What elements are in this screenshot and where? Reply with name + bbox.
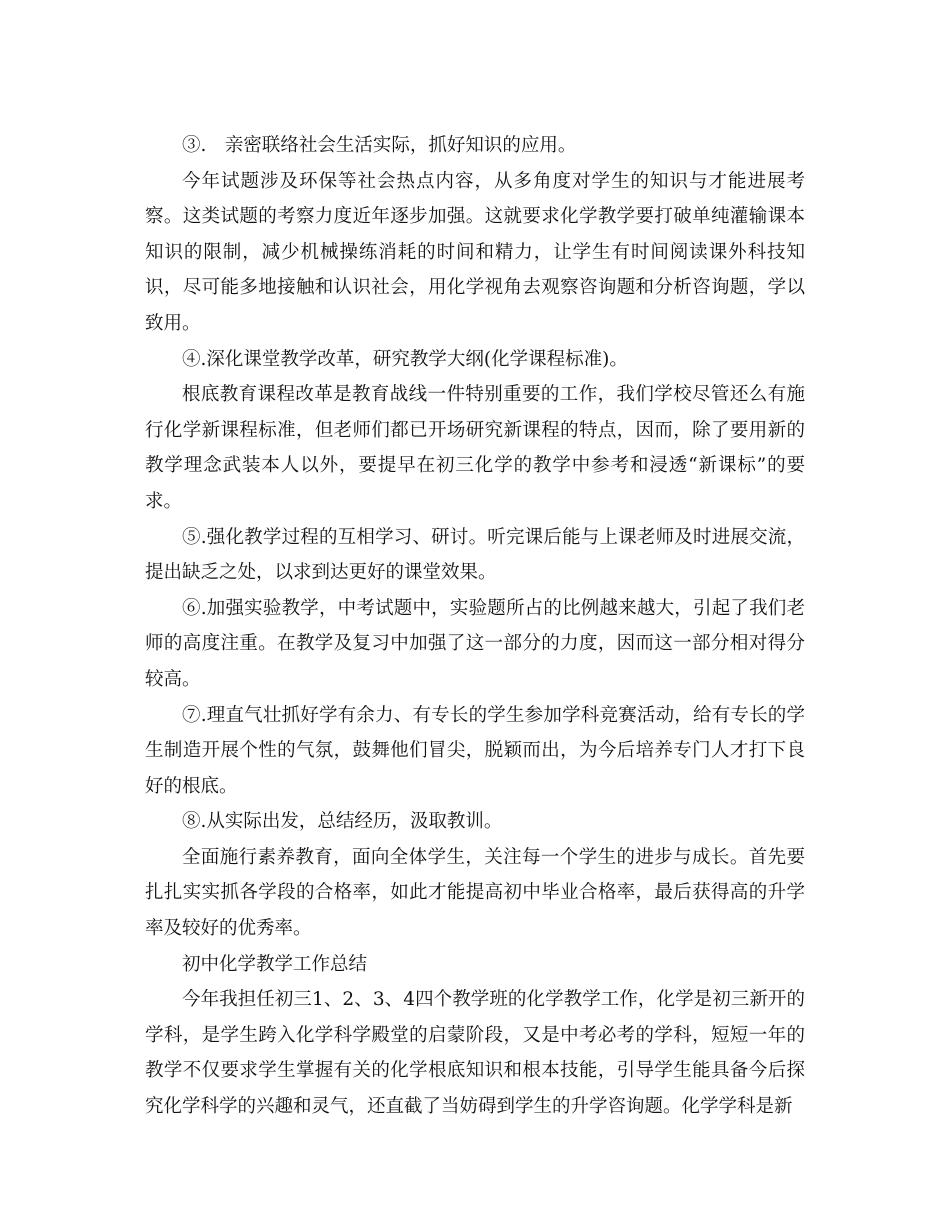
paragraph-item-7: ⑦.理直气壮抓好学有余力、有专长的学生参加学科竞赛活动，给有专长的学生制造开展个性的气氛，鼓舞他们冒尖，脱颖而出，为今后培养专门人才打下良好的根底。 <box>145 704 805 797</box>
paragraph-item-4-heading: ④.深化课堂教学改革，研究教学大纲(化学课程标准)。 <box>182 348 628 370</box>
paragraph-exam-hotspots: 今年试题涉及环保等社会热点内容，从多角度对学生的知识与才能进展考察。这类试题的考察力度近年逐步加强。这就要求化学教学要打破单纯灌输课本知识的限制，减少机械操练消耗的时间和精力，让学生有时间阅读课外科技知识，尽可能多地接触和认识社会，用化学视角去观察咨询题和分析咨询题，学以致用。 <box>145 170 805 334</box>
paragraph-teaching-summary: 今年我担任初三1、2、3、4四个教学班的化学教学工作，化学是初三新开的学科，是学生跨入化学科学殿堂的启蒙阶段，又是中考必考的学科，短短一年的教学不仅要求学生掌握有关的化学根底知识和根本技能，引导学生能具备今后探究化学科学的兴趣和灵气，还直截了当妨碍到学生的升学咨询题。化学学科是新 <box>145 989 805 1118</box>
section-title: 初中化学教学工作总结 <box>182 953 368 975</box>
paragraph-quality-education: 全面施行素养教育，面向全体学生，关注每一个学生的进步与成长。首先要扎扎实实抓各学段的合格率，如此才能提高初中毕业合格率，最后获得高的升学率及较好的优秀率。 <box>145 846 805 940</box>
paragraph-item-5: ⑤.强化教学过程的互相学习、研讨。听完课后能与上课老师及时进展交流，提出缺乏之处，以求到达更好的课堂效果。 <box>145 526 805 584</box>
paragraph-item-8-heading: ⑧.从实际出发，总结经历，汲取教训。 <box>182 811 503 833</box>
paragraph-item-6: ⑥.加强实验教学，中考试题中，实验题所占的比例越来越大，引起了我们老师的高度注重。在教学及复习中加强了这一部分的力度，因而这一部分相对得分较高。 <box>145 597 805 690</box>
document-page <box>145 128 805 1125</box>
paragraph-curriculum-reform: 根底教育课程改革是教育战线一件特别重要的工作，我们学校尽管还么有施行化学新课程标准，但老师们都已开场研究新课程的特点，因而，除了要用新的教学理念武装本人以外，要提早在初三化学的教学中参考和浸透“新课标”的要求。 <box>145 384 805 512</box>
paragraph-item-3-heading: ③. 亲密联络社会生活实际，抓好知识的应用。 <box>182 135 577 156</box>
